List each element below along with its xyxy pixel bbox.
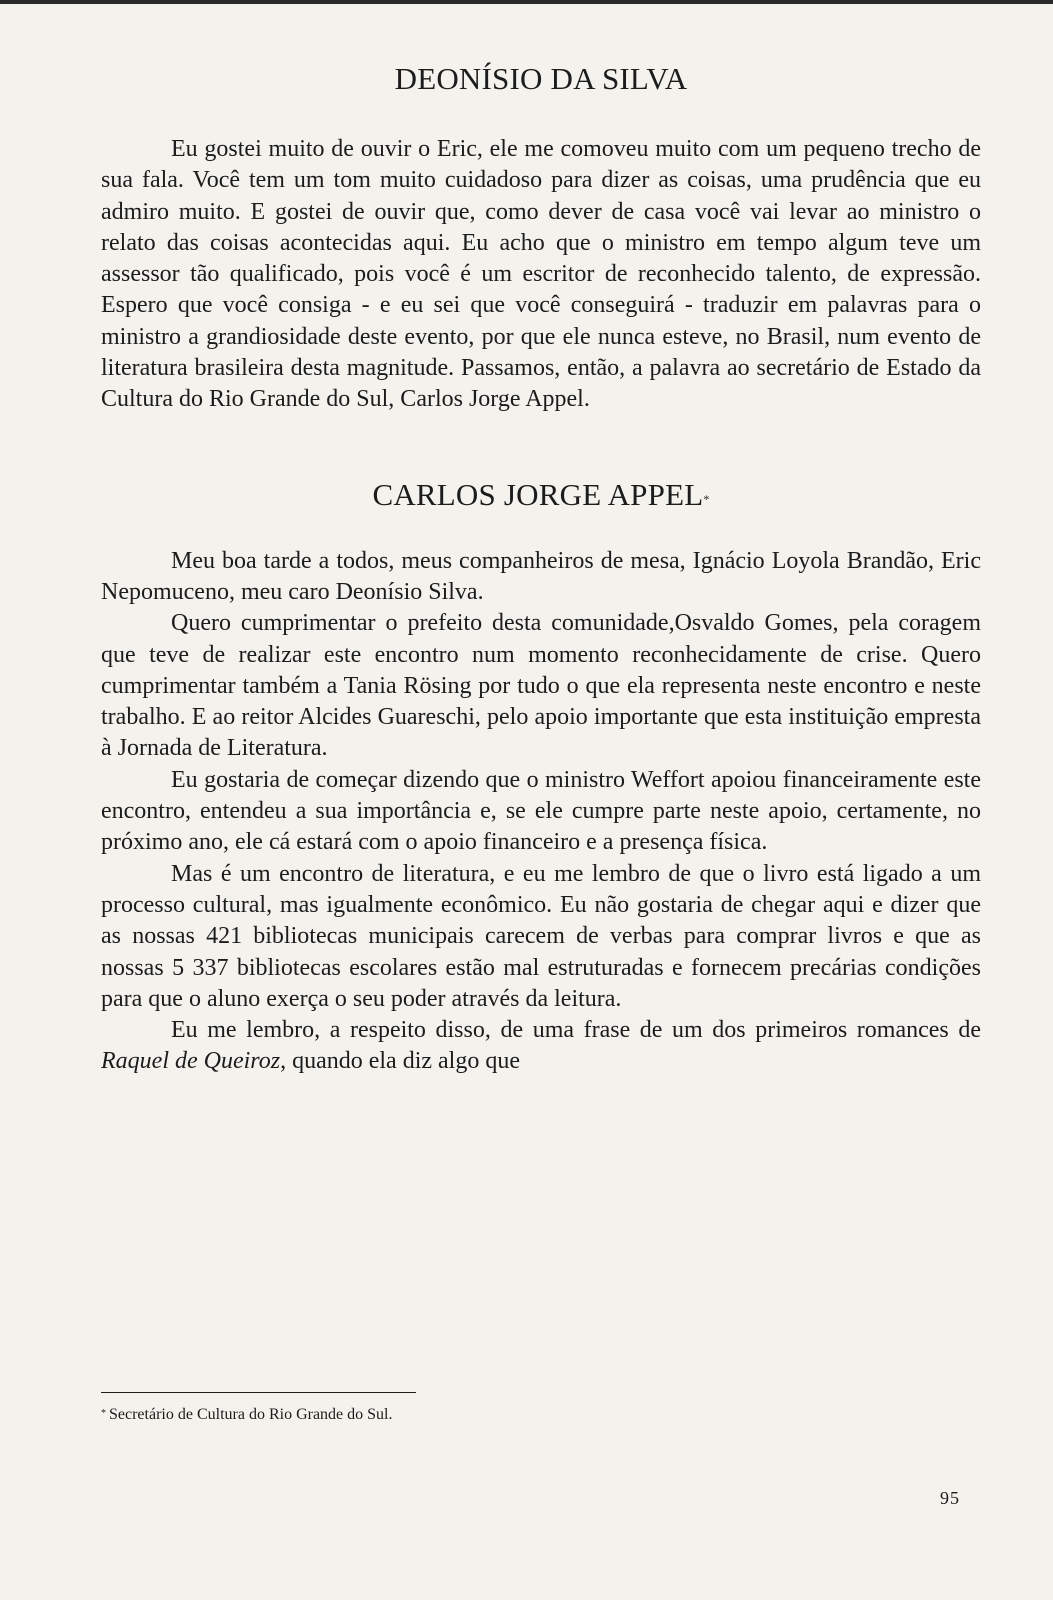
paragraph: Eu gostaria de começar dizendo que o ministro Weffort apoiou financeiramente este encontro, entendeu a sua importância e, se ele cumpre parte neste apoio, certamente, no próximo ano, ele cá estará com o apoio financeiro e a presença física. <box>101 766 981 856</box>
section-title-carlos <box>101 474 981 516</box>
footnote-text: Secretário de Cultura do Rio Grande do Sul. <box>109 1406 393 1423</box>
paragraph: Meu boa tarde a todos, meus companheiros de mesa, Ignácio Loyola Brandão, Eric Nepomuceno, meu caro Deonísio Silva. <box>101 547 981 605</box>
paragraph: Mas é um encontro de literatura, e eu me lembro de que o livro está ligado a um processo cultural, mas igualmente econômico. Eu não gostaria de chegar aqui e dizer que as nossas 421 bibliotecas municipais carecem de verbas para comprar livros e que as nossas 5 337 bibliotecas escolares estão mal estruturadas e fornecem precárias condições para que o aluno exerça o seu poder através da leitura. <box>101 860 981 1012</box>
footnote-rule <box>101 1392 416 1393</box>
footnote-area <box>101 1392 981 1425</box>
footnote <box>101 1405 981 1425</box>
section-title-deonisio: DEONÍSIO DA SILVA <box>394 61 688 96</box>
page-body <box>101 58 981 1078</box>
paragraph: Quero cumprimentar o prefeito desta comunidade,Osvaldo Gomes, pela coragem que teve de realizar este encontro num momento reconhecidamente de crise. Quero cumprimentar também a Tania Rösing por tudo o que ela representa neste encontro e neste trabalho. E ao reitor Alcides Guareschi, pelo apoio importante que esta instituição empresta à Jornada de Literatura. <box>101 610 981 762</box>
footnote-marker: * <box>101 1408 106 1419</box>
section-carlos-jorge-appel <box>101 474 981 1078</box>
italic-name: Raquel de Queiroz <box>101 1048 281 1075</box>
footnote-marker: * <box>703 491 710 506</box>
paragraph-text: Eu me lembro, a respeito disso, de uma frase de um dos primeiros romances de <box>171 1017 981 1044</box>
top-edge-rule <box>0 0 1053 4</box>
page-number: 95 <box>940 1488 960 1508</box>
section-title-text: CARLOS JORGE APPEL <box>372 476 704 512</box>
paragraph-text: , quando ela diz algo que <box>280 1048 520 1075</box>
section-deonisio <box>101 58 981 416</box>
paragraph: Eu gostei muito de ouvir o Eric, ele me comoveu muito com um pequeno trecho de sua fala. Você tem um tom muito cuidadoso para dizer as coisas, uma prudência que eu admiro muito. E gostei de ouvir que, como dever de casa você vai levar ao ministro o relato das coisas acontecidas aqui. Eu acho que o ministro em tempo algum teve um assessor tão qualificado, pois você é um escritor de reconhecido talento, de expressão. Espero que você consiga - e eu sei que você conseguirá - traduzir em palavras para o ministro a grandiosidade deste evento, por que ele nunca esteve, no Brasil, num evento de literatura brasileira desta magnitude. Passamos, então, a palavra ao secretário de Estado da Cultura do Rio Grande do Sul, Carlos Jorge Appel. <box>101 136 981 413</box>
paragraph-last <box>101 1015 981 1078</box>
